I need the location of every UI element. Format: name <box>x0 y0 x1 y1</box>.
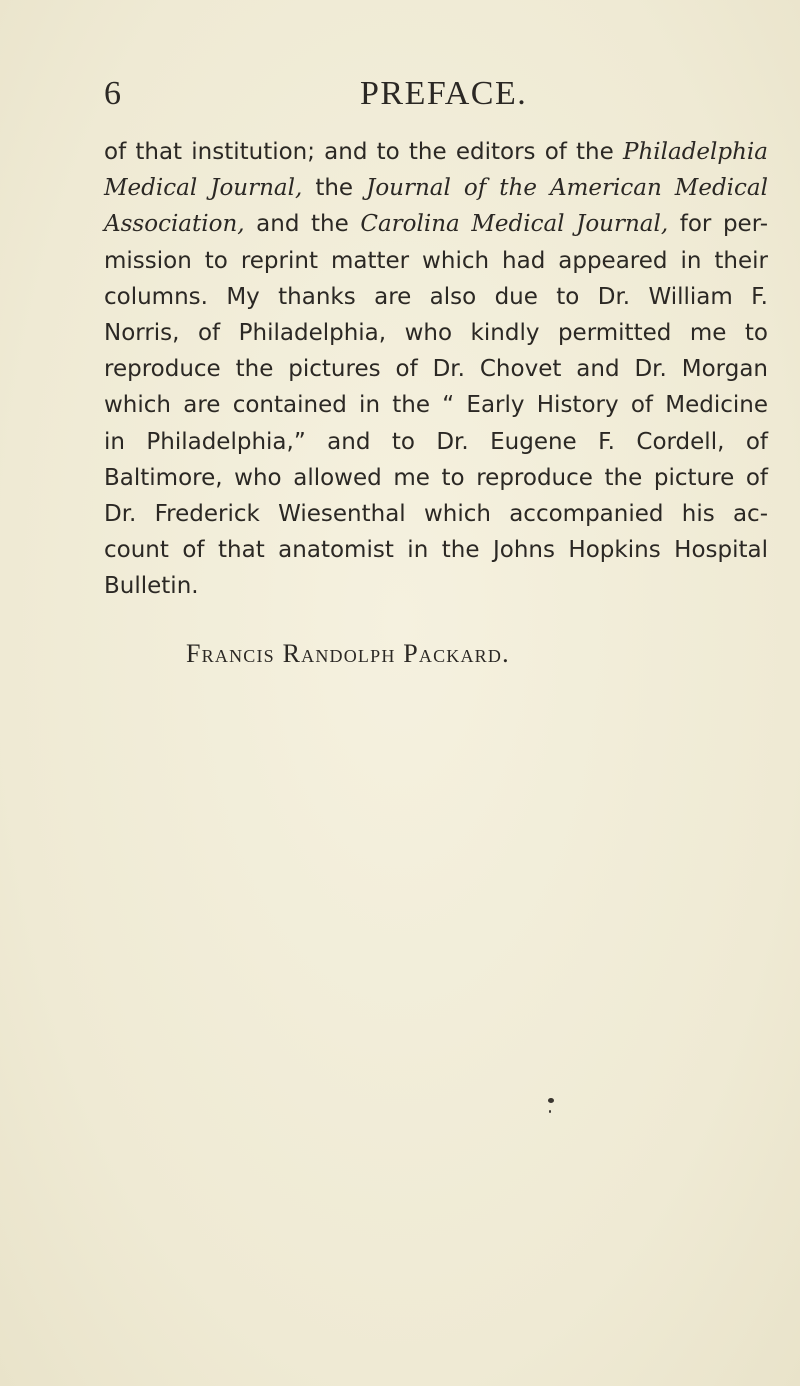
text-line: Baltimore, who allowed me to reproduce the picture of <box>104 464 768 491</box>
preface-paragraph <box>104 134 768 604</box>
page-number: 6 <box>104 75 122 112</box>
italic-title: Medical Journal, <box>104 175 303 202</box>
text-line: of that institution; and to the editors of the Philadelphia <box>104 139 768 165</box>
paper-speck <box>549 1110 551 1113</box>
author-signature: Francis Randolph Packard. <box>186 639 510 668</box>
text-line: Dr. Frederick Wiesenthal which accompanied his ac- <box>104 500 768 527</box>
running-head: PREFACE. <box>360 75 528 112</box>
italic-title: Association, <box>104 211 245 238</box>
text-line: mission to reprint matter which had appeared in their <box>104 247 768 274</box>
text-line: which are contained in the “ Early History of Medicine <box>104 392 768 419</box>
text-line: count of that anatomist in the Johns Hopkins Hospital <box>104 537 768 564</box>
text-line: Association, and the Carolina Medical Journal, for per- <box>104 211 768 238</box>
text-line: Norris, of Philadelphia, who kindly permitted me to <box>104 319 768 346</box>
paper-speck <box>548 1098 554 1103</box>
text-line: Bulletin. <box>104 573 199 600</box>
page-header <box>104 74 764 114</box>
text-line: Medical Journal, the Journal of the American Medical <box>104 175 768 202</box>
italic-title: Philadelphia <box>622 139 768 165</box>
text-line: in Philadelphia,” and to Dr. Eugene F. Cordell, of <box>104 428 768 455</box>
italic-title: Journal of the American Medical <box>366 175 768 202</box>
italic-title: Carolina Medical Journal, <box>360 211 669 238</box>
text-line: columns. My thanks are also due to Dr. William F. <box>104 283 768 310</box>
text-line: reproduce the pictures of Dr. Chovet and Dr. Morgan <box>104 356 768 383</box>
